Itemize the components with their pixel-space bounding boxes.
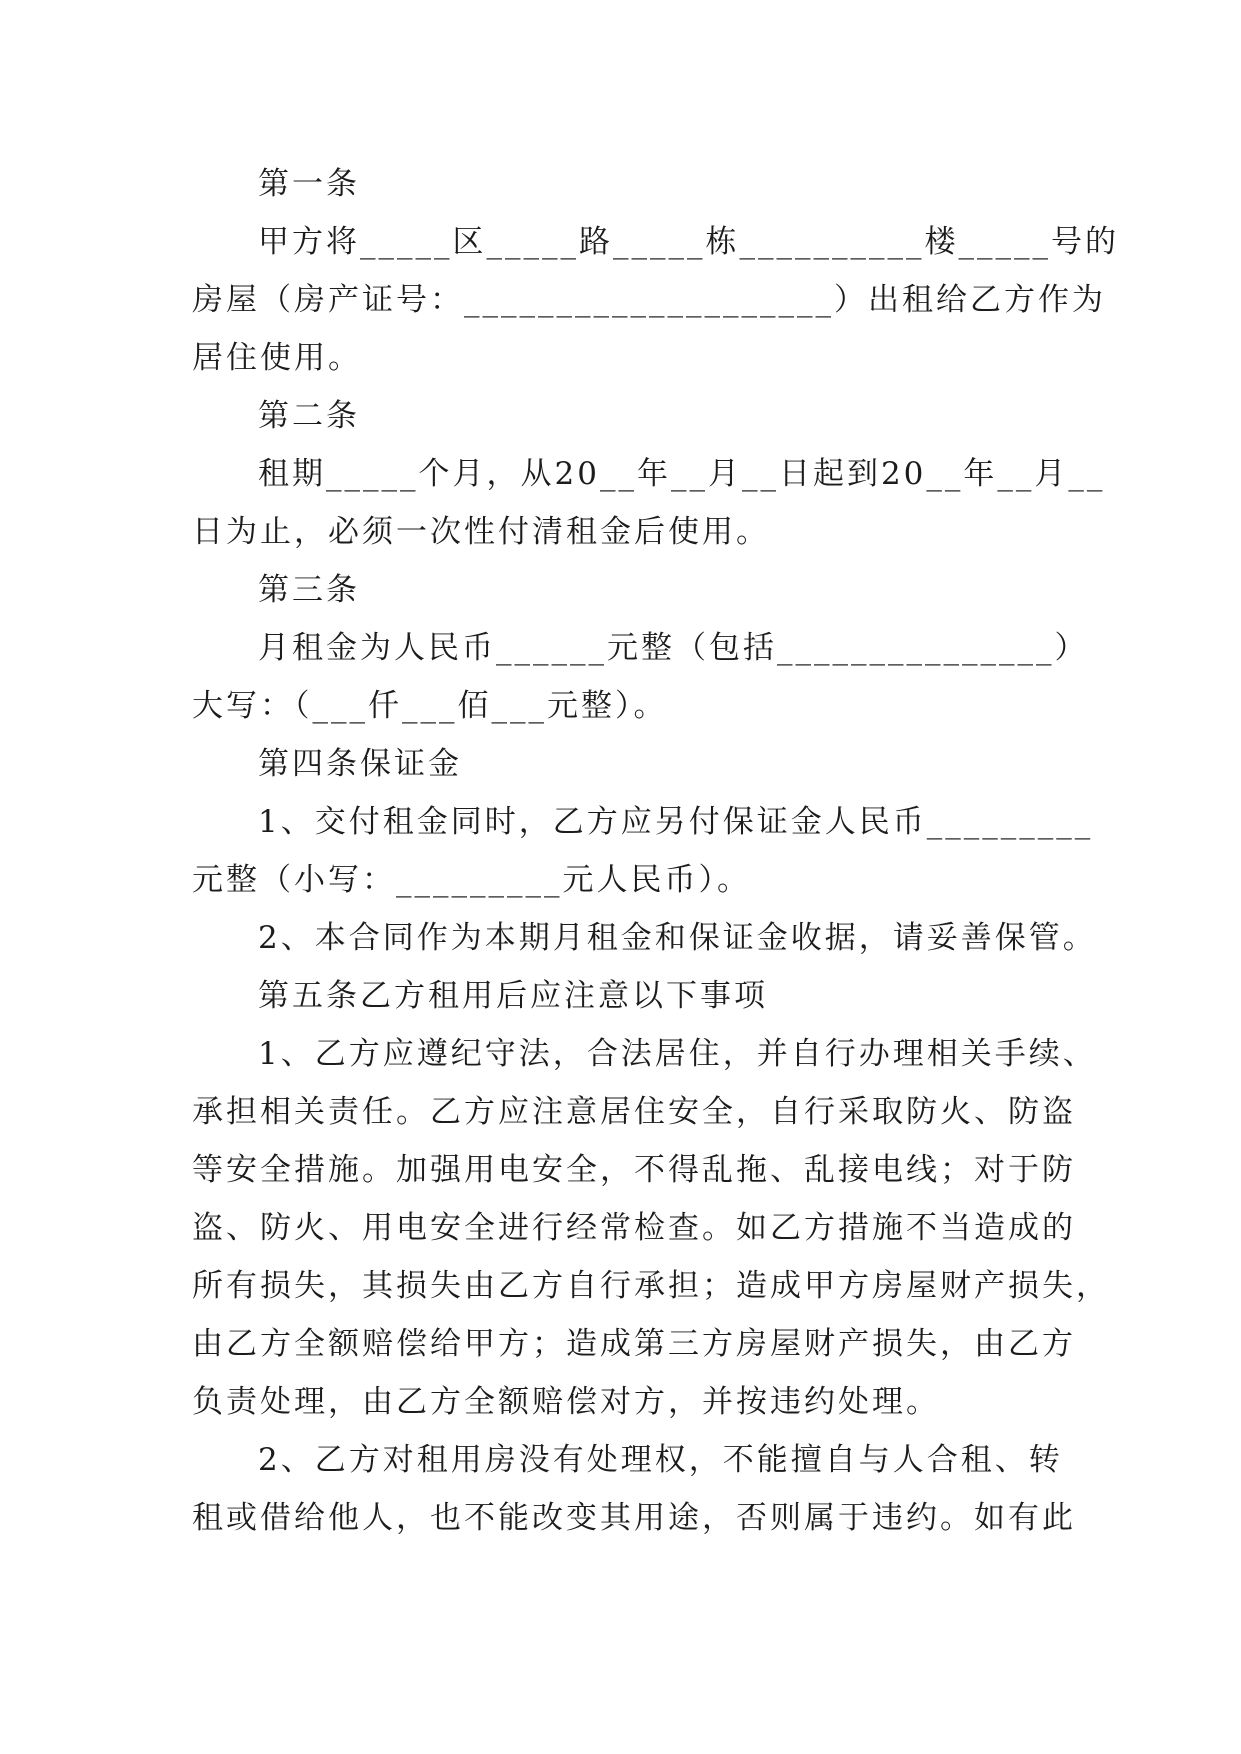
article-5-item-1-line-6: 由乙方全额赔偿给甲方；造成第三方房屋财产损失，由乙方 bbox=[192, 1326, 1076, 1362]
article-2-heading: 第二条 bbox=[258, 398, 360, 434]
article-5-item-1-line-7: 负责处理，由乙方全额赔偿对方，并按违约处理。 bbox=[192, 1384, 940, 1420]
article-4-item-1-line-2: 元整（小写：_________元人民币）。 bbox=[192, 862, 751, 898]
article-2-text-line-1: 租期_____个月，从20__年__月__日起到20__年__月__ bbox=[258, 456, 1106, 492]
article-1-heading: 第一条 bbox=[258, 166, 360, 202]
article-4-item-2: 2、本合同作为本期月租金和保证金收据，请妥善保管。 bbox=[258, 920, 1097, 956]
article-5-item-1-line-2: 承担相关责任。乙方应注意居住安全，自行采取防火、防盗 bbox=[192, 1094, 1076, 1130]
article-5-item-1-line-3: 等安全措施。加强用电安全，不得乱拖、乱接电线；对于防 bbox=[192, 1152, 1076, 1188]
article-2-text-line-2: 日为止，必须一次性付清租金后使用。 bbox=[192, 514, 770, 550]
article-5-item-1-line-5: 所有损失，其损失由乙方自行承担；造成甲方房屋财产损失， bbox=[192, 1268, 1110, 1304]
article-1-text-line-2: 房屋（房产证号：____________________）出租给乙方作为 bbox=[192, 282, 1106, 318]
article-5-item-2-line-1: 2、乙方对租用房没有处理权，不能擅自与人合租、转 bbox=[258, 1442, 1063, 1478]
article-3-heading: 第三条 bbox=[258, 572, 360, 608]
article-4-item-1-line-1: 1、交付租金同时，乙方应另付保证金人民币_________ bbox=[258, 804, 1094, 840]
article-5-item-1-line-1: 1、乙方应遵纪守法，合法居住，并自行办理相关手续、 bbox=[258, 1036, 1097, 1072]
article-5-item-2-line-2: 租或借给他人，也不能改变其用途，否则属于违约。如有此 bbox=[192, 1500, 1076, 1536]
article-5-item-1-line-4: 盗、防火、用电安全进行经常检查。如乙方措施不当造成的 bbox=[192, 1210, 1076, 1246]
article-1-text-line-3: 居住使用。 bbox=[192, 340, 362, 376]
article-5-heading: 第五条乙方租用后应注意以下事项 bbox=[258, 978, 768, 1014]
article-4-heading: 第四条保证金 bbox=[258, 746, 462, 782]
article-3-text-line-1: 月租金为人民币______元整（包括_______________） bbox=[258, 630, 1089, 666]
article-3-text-line-2: 大写：（___仟___佰___元整）。 bbox=[192, 688, 668, 724]
article-1-text-line-1: 甲方将_____区_____路_____栋__________楼_____号的 bbox=[258, 224, 1119, 260]
